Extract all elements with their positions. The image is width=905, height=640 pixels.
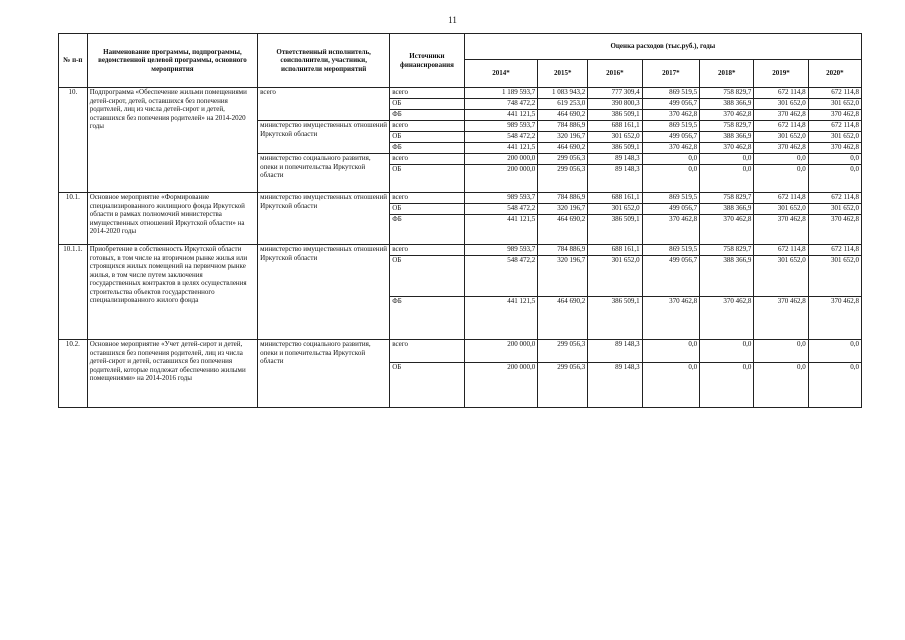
- amount-cell: 1 083 943,2: [538, 88, 588, 99]
- amount-cell: 672 114,8: [754, 121, 808, 132]
- header-name: Наименование программы, подпрограммы, ведомственной целевой программы, основного мероприятия: [87, 34, 257, 88]
- amount-cell: 0,0: [808, 363, 861, 408]
- table-row: [59, 193, 862, 204]
- amount-cell: 301 652,0: [588, 132, 642, 143]
- funding-source: всего: [390, 154, 465, 165]
- amount-cell: 370 462,8: [642, 215, 700, 245]
- funding-source: всего: [390, 245, 465, 256]
- amount-cell: 89 148,3: [588, 154, 642, 165]
- program-name: Подпрограмма «Обеспечение жильми помещениями детей-сирот, детей, оставшихся без попечения родителей, лиц из числа детей-сирот и детей, оставшихся без попечения родителей» на 2014-2020 годы: [87, 88, 257, 193]
- amount-cell: 370 462,8: [754, 297, 808, 340]
- amount-cell: 301 652,0: [808, 256, 861, 297]
- amount-cell: 301 652,0: [588, 204, 642, 215]
- amount-cell: 370 462,8: [808, 297, 861, 340]
- amount-cell: 0,0: [808, 340, 861, 363]
- amount-cell: 301 652,0: [808, 204, 861, 215]
- amount-cell: 0,0: [808, 165, 861, 193]
- amount-cell: 464 690,2: [538, 110, 588, 121]
- program-name: Основное мероприятие «Формирование специализированного жилищного фонда Иркутской области в рамках полномочий министерства имущественных отношений Иркутской области» на 2014-2020 годы: [87, 193, 257, 245]
- amount-cell: 0,0: [754, 340, 808, 363]
- amount-cell: 301 652,0: [808, 99, 861, 110]
- amount-cell: 386 509,1: [588, 215, 642, 245]
- amount-cell: 200 000,0: [464, 363, 537, 408]
- amount-cell: 320 196,7: [538, 256, 588, 297]
- table-row: [59, 340, 862, 363]
- amount-cell: 320 196,7: [538, 132, 588, 143]
- amount-cell: 0,0: [642, 340, 700, 363]
- amount-cell: 0,0: [700, 363, 754, 408]
- amount-cell: 370 462,8: [808, 110, 861, 121]
- amount-cell: 869 519,5: [642, 193, 700, 204]
- amount-cell: 370 462,8: [700, 110, 754, 121]
- amount-cell: 0,0: [642, 363, 700, 408]
- amount-cell: 89 148,3: [588, 340, 642, 363]
- amount-cell: 441 121,5: [464, 215, 537, 245]
- amount-cell: 869 519,5: [642, 121, 700, 132]
- amount-cell: 464 690,2: [538, 143, 588, 154]
- amount-cell: 390 800,3: [588, 99, 642, 110]
- amount-cell: 301 652,0: [754, 99, 808, 110]
- funding-source: ФБ: [390, 143, 465, 154]
- amount-cell: 89 148,3: [588, 165, 642, 193]
- amount-cell: 989 593,7: [464, 193, 537, 204]
- amount-cell: 548 472,2: [464, 132, 537, 143]
- amount-cell: 784 886,9: [538, 193, 588, 204]
- amount-cell: 320 196,7: [538, 204, 588, 215]
- amount-cell: 0,0: [642, 165, 700, 193]
- amount-cell: 748 472,2: [464, 99, 537, 110]
- funding-source: ОБ: [390, 165, 465, 193]
- amount-cell: 388 366,9: [700, 99, 754, 110]
- amount-cell: 464 690,2: [538, 297, 588, 340]
- amount-cell: 386 509,1: [588, 143, 642, 154]
- amount-cell: 0,0: [700, 340, 754, 363]
- amount-cell: 370 462,8: [700, 143, 754, 154]
- amount-cell: 370 462,8: [754, 143, 808, 154]
- header-year: 2017*: [642, 60, 700, 88]
- header-estimate: Оценка расходов (тыс.руб.), годы: [464, 34, 861, 60]
- amount-cell: 386 509,1: [588, 297, 642, 340]
- amount-cell: 299 056,3: [538, 165, 588, 193]
- amount-cell: 499 056,7: [642, 204, 700, 215]
- amount-cell: 441 121,5: [464, 110, 537, 121]
- amount-cell: 299 056,3: [538, 363, 588, 408]
- header-year: 2018*: [700, 60, 754, 88]
- funding-source: ОБ: [390, 363, 465, 408]
- amount-cell: 301 652,0: [754, 132, 808, 143]
- amount-cell: 0,0: [754, 165, 808, 193]
- amount-cell: 89 148,3: [588, 363, 642, 408]
- amount-cell: 0,0: [700, 154, 754, 165]
- funding-source: всего: [390, 88, 465, 99]
- amount-cell: 499 056,7: [642, 256, 700, 297]
- amount-cell: 370 462,8: [700, 215, 754, 245]
- amount-cell: 688 161,1: [588, 245, 642, 256]
- row-number: 10.: [59, 88, 88, 193]
- header-year: 2016*: [588, 60, 642, 88]
- amount-cell: 388 366,9: [700, 256, 754, 297]
- amount-cell: 441 121,5: [464, 297, 537, 340]
- amount-cell: 200 000,0: [464, 340, 537, 363]
- funding-source: всего: [390, 340, 465, 363]
- amount-cell: 688 161,1: [588, 121, 642, 132]
- amount-cell: 388 366,9: [700, 132, 754, 143]
- funding-source: ОБ: [390, 132, 465, 143]
- header-source: Источники финансирования: [390, 34, 465, 88]
- table-row: [59, 88, 862, 99]
- amount-cell: 989 593,7: [464, 121, 537, 132]
- amount-cell: 619 253,0: [538, 99, 588, 110]
- funding-source: ОБ: [390, 204, 465, 215]
- program-name: Приобретение в собственность Иркутской области готовых, в том числе на вторичном рынке жилья или строящихся жилых помещений на первичном рынке жилья, в том числе путем заключения государственных контрактов в целях осуществления строительства объектов государственного специализированного жилого фонда: [87, 245, 257, 340]
- amount-cell: 869 519,5: [642, 88, 700, 99]
- amount-cell: 672 114,8: [808, 88, 861, 99]
- amount-cell: 370 462,8: [700, 297, 754, 340]
- executor-cell: всего: [258, 88, 390, 121]
- amount-cell: 0,0: [642, 154, 700, 165]
- amount-cell: 784 886,9: [538, 245, 588, 256]
- executor-cell: министерство социального развития, опеки и попечительства Иркутской области: [258, 154, 390, 193]
- amount-cell: 388 366,9: [700, 204, 754, 215]
- amount-cell: 301 652,0: [754, 256, 808, 297]
- amount-cell: 672 114,8: [808, 193, 861, 204]
- executor-cell: министерство имущественных отношений Иркутской области: [258, 121, 390, 154]
- amount-cell: 200 000,0: [464, 165, 537, 193]
- funding-source: ФБ: [390, 297, 465, 340]
- funding-source: ОБ: [390, 256, 465, 297]
- table-row: [59, 245, 862, 256]
- funding-source: всего: [390, 121, 465, 132]
- amount-cell: 672 114,8: [808, 245, 861, 256]
- amount-cell: 299 056,3: [538, 154, 588, 165]
- amount-cell: 1 189 593,7: [464, 88, 537, 99]
- amount-cell: 499 056,7: [642, 132, 700, 143]
- amount-cell: 386 509,1: [588, 110, 642, 121]
- row-number: 10.1.: [59, 193, 88, 245]
- amount-cell: 0,0: [754, 363, 808, 408]
- table-body: [59, 88, 862, 408]
- executor-cell: министерство имущественных отношений Иркутской области: [258, 245, 390, 340]
- amount-cell: 758 829,7: [700, 121, 754, 132]
- executor-cell: министерство социального развития, опеки и попечительства Иркутской области: [258, 340, 390, 408]
- amount-cell: 370 462,8: [642, 297, 700, 340]
- amount-cell: 0,0: [700, 165, 754, 193]
- header-year: 2015*: [538, 60, 588, 88]
- funding-source: всего: [390, 193, 465, 204]
- funding-source: ОБ: [390, 99, 465, 110]
- amount-cell: 299 056,3: [538, 340, 588, 363]
- amount-cell: 688 161,1: [588, 193, 642, 204]
- amount-cell: 758 829,7: [700, 88, 754, 99]
- amount-cell: 758 829,7: [700, 245, 754, 256]
- amount-cell: 370 462,8: [754, 215, 808, 245]
- page-number: 11: [448, 15, 457, 25]
- amount-cell: 301 652,0: [754, 204, 808, 215]
- amount-cell: 370 462,8: [808, 143, 861, 154]
- amount-cell: 784 886,9: [538, 121, 588, 132]
- amount-cell: 370 462,8: [754, 110, 808, 121]
- executor-cell: министерство имущественных отношений Иркутской области: [258, 193, 390, 245]
- amount-cell: 370 462,8: [642, 143, 700, 154]
- amount-cell: 548 472,2: [464, 256, 537, 297]
- program-name: Основное мероприятие «Учет детей-сирот и детей, оставшихся без попечения родителей, лиц из числа детей-сирот и детей, оставшихся без попечения родителей, которые подлежат обеспечению жилыми помещениями» на 2014-2016 годы: [87, 340, 257, 408]
- amount-cell: 0,0: [754, 154, 808, 165]
- amount-cell: 499 056,7: [642, 99, 700, 110]
- amount-cell: 672 114,8: [808, 121, 861, 132]
- header-executor: Ответственный исполнитель, соисполнители, участники, исполнители мероприятий: [258, 34, 390, 88]
- amount-cell: 758 829,7: [700, 193, 754, 204]
- amount-cell: 0,0: [808, 154, 861, 165]
- amount-cell: 672 114,8: [754, 193, 808, 204]
- header-year: 2019*: [754, 60, 808, 88]
- budget-table: [58, 33, 862, 408]
- amount-cell: 777 309,4: [588, 88, 642, 99]
- amount-cell: 200 000,0: [464, 154, 537, 165]
- amount-cell: 672 114,8: [754, 88, 808, 99]
- row-number: 10.1.1.: [59, 245, 88, 340]
- amount-cell: 301 652,0: [808, 132, 861, 143]
- amount-cell: 672 114,8: [754, 245, 808, 256]
- amount-cell: 370 462,8: [808, 215, 861, 245]
- amount-cell: 869 519,5: [642, 245, 700, 256]
- amount-cell: 548 472,2: [464, 204, 537, 215]
- row-number: 10.2.: [59, 340, 88, 408]
- funding-source: ФБ: [390, 110, 465, 121]
- header-year: 2020*: [808, 60, 861, 88]
- amount-cell: 464 690,2: [538, 215, 588, 245]
- header-num: № п-п: [59, 34, 88, 88]
- amount-cell: 301 652,0: [588, 256, 642, 297]
- funding-source: ФБ: [390, 215, 465, 245]
- amount-cell: 989 593,7: [464, 245, 537, 256]
- header-year: 2014*: [464, 60, 537, 88]
- amount-cell: 441 121,5: [464, 143, 537, 154]
- amount-cell: 370 462,8: [642, 110, 700, 121]
